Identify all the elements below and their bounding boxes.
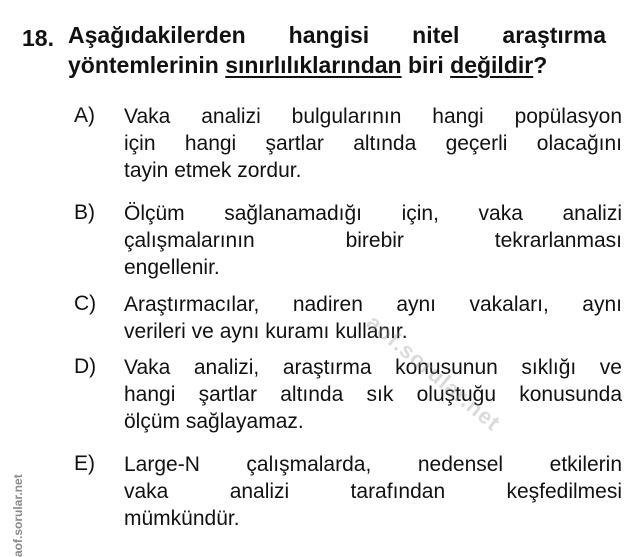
option-text: Vaka analizi, araştırma konusunun sıklığı ve hangi şartlar altında sık oluştuğu konusunda ölçüm sağlayamaz. bbox=[124, 356, 622, 433]
option-text: Large-N çalışmalarda, nedensel etkilerin vaka analizi tarafından keşfedilmesi mümkündür. bbox=[124, 453, 622, 530]
option-text: Ölçüm sağlanamadığı için, vaka analizi çalışmalarının birebir tekrarlanması engellenir. bbox=[124, 202, 622, 279]
option-letter: C) bbox=[74, 292, 97, 315]
question-number: 18. bbox=[22, 25, 54, 51]
option-letter: A) bbox=[74, 104, 95, 127]
option-text: Vaka analizi bulgularının hangi popülasyon için hangi şartlar altında geçerli olacağını tayin etmek zordur. bbox=[124, 105, 622, 182]
option-letter: E) bbox=[74, 452, 95, 475]
question-line-2: yöntemlerinin sınırlılıklarından biri değildir? bbox=[68, 52, 548, 78]
option-text: Araştırmacılar, nadiren aynı vakaları, aynı verileri ve aynı kuramı kullanır. bbox=[124, 293, 622, 343]
underlined-term-not: değildir bbox=[450, 52, 534, 78]
side-watermark: aof.sorular.net bbox=[11, 474, 25, 557]
option-letter: D) bbox=[74, 355, 97, 378]
option-letter: B) bbox=[74, 201, 95, 224]
diagonal-watermark: aof.sorular.net bbox=[361, 309, 506, 436]
question-text bbox=[68, 20, 606, 80]
question-line-1: Aşağıdakilerden hangisi nitel araştırma bbox=[68, 22, 606, 48]
underlined-term-limitations: sınırlılıklarından bbox=[225, 52, 402, 78]
